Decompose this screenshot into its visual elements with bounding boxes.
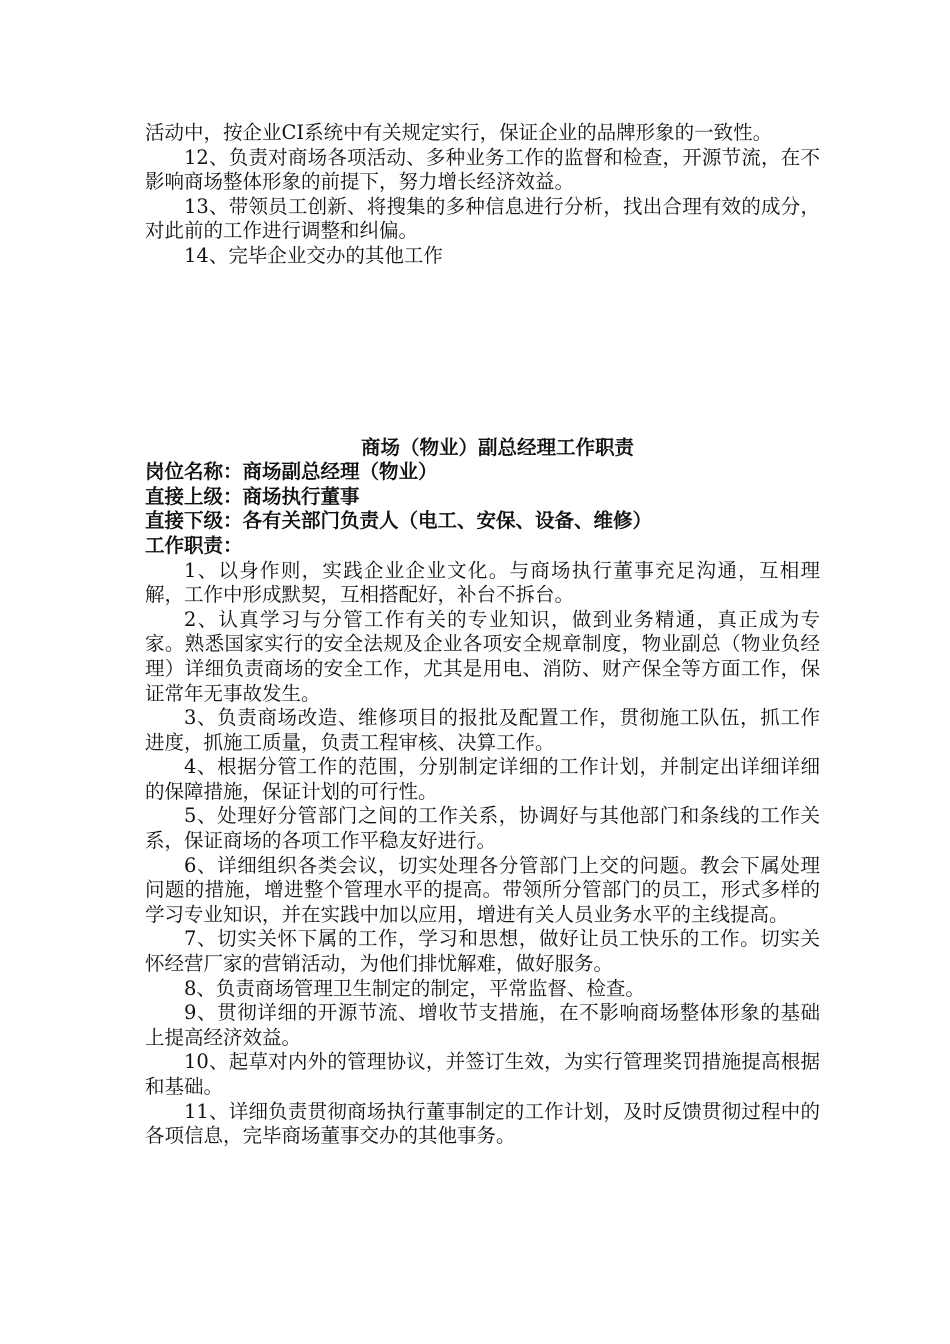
section-spacer: [145, 269, 820, 436]
previous-section-continuation: [145, 121, 820, 269]
duty-item-3: 3、负责商场改造、维修项目的报批及配置工作，贯彻施工队伍，抓工作进度，抓施工质量，负责工程审核、决算工作。: [145, 706, 820, 754]
duty-item-6: 6、详细组织各类会议，切实处理各分管部门上交的问题。教会下属处理问题的措施，增进整个管理水平的提高。带领所分管部门的员工，形式多样的学习专业知识，并在实践中加以应用，增进有关人员业务水平的主线提高。: [145, 853, 820, 926]
job-description-section: [145, 436, 820, 1149]
duty-item-5: 5、处理好分管部门之间的工作关系，协调好与其他部门和条线的工作关系，保证商场的各项工作平稳友好进行。: [145, 804, 820, 853]
continuation-paragraph: 活动中，按企业CI系统中有关规定实行，保证企业的品牌形象的一致性。: [145, 121, 773, 144]
duty-item-7: 7、切实关怀下属的工作，学习和思想，做好让员工快乐的工作。切实关怀经营厂家的营销活动，为他们排忧解难，做好服务。: [145, 927, 820, 976]
duty-item-10: 10、起草对内外的管理协议，并签订生效，为实行管理奖罚措施提高根据和基础。: [145, 1050, 820, 1098]
direct-superior: 直接上级：商场执行董事: [145, 484, 360, 508]
duties-list: [145, 559, 820, 1149]
document-page: [145, 121, 820, 1149]
duty-item-11: 11、详细负责贯彻商场执行董事制定的工作计划，及时反馈贯彻过程中的各项信息，完毕商场董事交办的其他事务。: [145, 1099, 820, 1148]
duty-item-8: 8、负责商场管理卫生制定的制定，平常监督、检查。: [184, 976, 645, 1000]
duty-item-14: 14、完毕企业交办的其他工作: [184, 243, 443, 267]
duties-heading: 工作职责：: [145, 533, 243, 557]
direct-subordinate: 直接下级：各有关部门负责人（电工、安保、设备、维修）: [145, 509, 653, 533]
duty-item-2: 2、认真学习与分管工作有关的专业知识，做到业务精通，真正成为专家。熟悉国家实行的安全法规及企业各项安全规章制度，物业副总（物业负经理）详细负责商场的安全工作，尤其是用电、消防、财产保全等方面工作，保证常年无事故发生。: [145, 607, 820, 705]
section-title: 商场（物业）副总经理工作职责: [360, 435, 634, 459]
duty-item-12: 12、负责对商场各项活动、多种业务工作的监督和检查，开源节流，在不影响商场整体形象的前提下，努力增长经济效益。: [145, 145, 820, 194]
duty-item-13: 13、带领员工创新、将搜集的多种信息进行分析，找出合理有效的成分，对此前的工作进行调整和纠偏。: [145, 194, 820, 243]
position-name: 岗位名称：商场副总经理（物业）: [145, 460, 438, 484]
duty-item-1: 1、以身作则，实践企业企业文化。与商场执行董事充足沟通，互相理解，工作中形成默契，互相搭配好，补台不拆台。: [145, 558, 820, 607]
duty-item-9: 9、贯彻详细的开源节流、增收节支措施，在不影响商场整体形象的基础上提高经济效益。: [145, 1001, 820, 1049]
duty-item-4: 4、根据分管工作的范围，分别制定详细的工作计划，并制定出详细详细的保障措施，保证计划的可行性。: [145, 755, 820, 803]
